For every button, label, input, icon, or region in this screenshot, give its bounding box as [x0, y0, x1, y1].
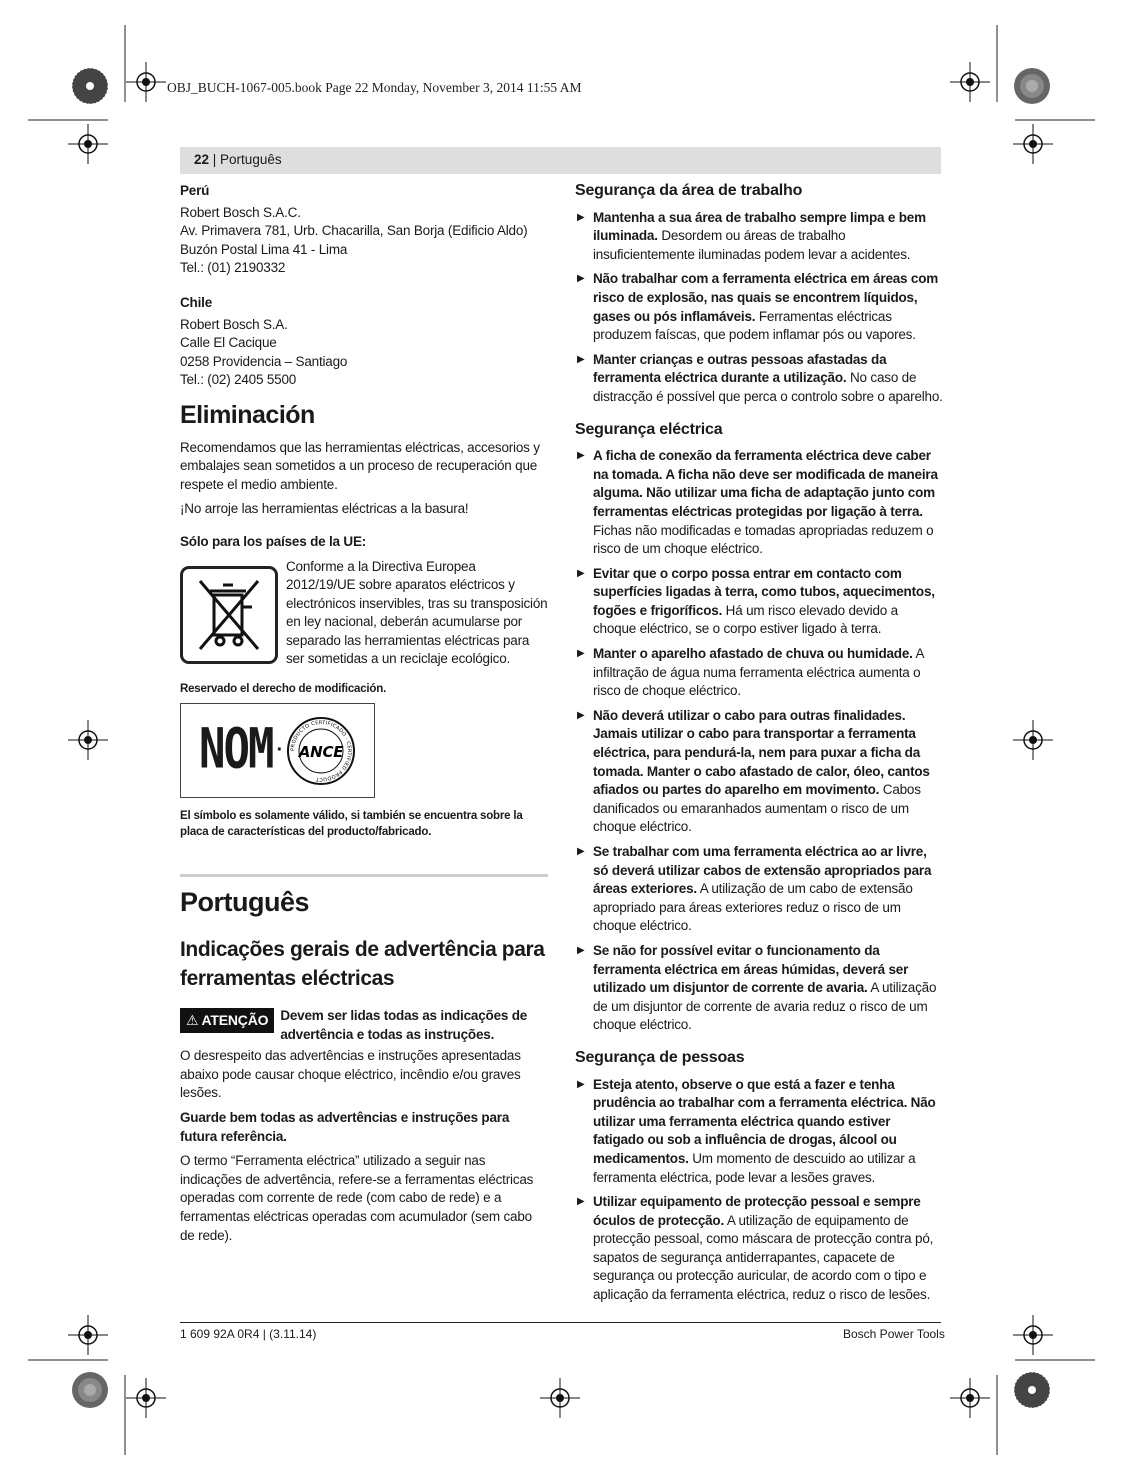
registration-target-icon: [126, 1378, 166, 1418]
nom-ance-logo: [180, 703, 375, 798]
portugues-paragraph: O desrespeito das advertências e instruções apresentadas abaixo pode causar choque eléctrico, incêndio e/ou graves lesões.: [180, 1048, 521, 1101]
country-name: Chile: [180, 294, 213, 310]
address-chile: [180, 294, 548, 390]
portugues-paragraph-bold: Guarde bem todas as advertências e instruções para futura referência.: [180, 1110, 510, 1144]
footer-rule: [180, 1322, 941, 1323]
weee-crossed-bin-icon: [180, 566, 278, 664]
address-peru: [180, 182, 548, 278]
weee-text: Conforme a la Directiva Europea 2012/19/UE sobre aparatos eléctricos y electrónicos inservibles, tras su transposición en ley nacional, deberán acumularse por separado las herramientas eléctricas para ser sometidas a un reciclaje ecológico.: [286, 558, 548, 667]
address-line: Av. Primavera 781, Urb. Chacarilla, San Borja (Edificio Aldo): [180, 223, 528, 239]
left-column: [180, 182, 548, 1251]
bullet-item: ▶ Manter crianças e outras pessoas afastadas da ferramenta eléctrica durante a utilização. No caso de distracção é possível que perca o controlo sobre o aparelho.: [575, 351, 943, 407]
print-info: OBJ_BUCH-1067-005.book Page 22 Monday, November 3, 2014 11:55 AM: [167, 80, 582, 95]
warning-text: Devem ser lidas todas as indicações de advertência e todas as instruções.: [280, 1008, 528, 1042]
bullet-item: ▶ Utilizar equipamento de protecção pessoal e sempre óculos de protecção. A utilização de equipamento de protecção pessoal, como máscara de protecção contra pó, sapatos de segurança antiderrapantes, capacete de segurança ou protecção auricular, de acordo com o tipo e aplicação da ferramenta eléctrica, reduz o risco de lesões.: [575, 1193, 943, 1305]
bullet-item: ▶ Manter o aparelho afastado de chuva ou humidade. A infiltração de água numa ferramenta eléctrica aumenta o risco de choque eléctrico.: [575, 645, 943, 701]
eu-heading: Sólo para los países de la UE:: [180, 533, 367, 549]
bullet-item: ▶ Se trabalhar com uma ferramenta eléctrica ao ar livre, só deverá utilizar cabos de extensão apropriados para áreas exteriores. A utilização de um cabo de extensão apropriado para áreas exteriores reduz o risco de um choque eléctrico.: [575, 843, 943, 936]
registration-target-icon: [68, 1315, 108, 1355]
header-language: Português: [220, 152, 282, 167]
star-target-icon: [70, 66, 110, 106]
logo-separator: ·: [276, 739, 283, 762]
svg-text:PRODUCTO CERTIFICADO · CERTIFI: PRODUCTO CERTIFICADO · CERTIFIED PRODUCT: [289, 719, 352, 782]
page-number: 22: [194, 152, 210, 167]
address-line: Robert Bosch S.A.C.: [180, 204, 301, 220]
bullet-item: ▶ Mantenha a sua área de trabalho sempre limpa e bem iluminada. Desordem ou áreas de trabalho insuficientemente iluminadas podem levar a acidentes.: [575, 209, 943, 265]
bullet-item: ▶ Esteja atento, observe o que está a fazer e tenha prudência ao trabalhar com a ferramenta eléctrica. Não utilizar uma ferramenta eléctrica quando estiver fatigado ou sob a influência de drogas, álcool ou medicamentos. Um momento de descuido ao utilizar a ferramenta eléctrica, pode levar a lesões graves.: [575, 1076, 943, 1188]
warning-badge-label: ATENÇÃO: [201, 1012, 269, 1029]
ance-seal-icon: [285, 715, 357, 787]
section-heading: Segurança de pessoas: [575, 1048, 745, 1066]
registration-target-icon: [68, 124, 108, 164]
ance-logo-text: ANCE: [298, 742, 344, 761]
page-header: 22 | Português: [194, 152, 282, 167]
registration-target-icon: [950, 1378, 990, 1418]
registration-target-icon: [950, 62, 990, 102]
registration-target-icon: [540, 1378, 580, 1418]
bullet-item: ▶ Não trabalhar com a ferramenta eléctrica em áreas com risco de explosão, nas quais se encontrem líquidos, gases ou pós inflamáveis. Ferramentas eléctricas produzem faíscas, que podem inflamar pós ou vapores.: [575, 270, 943, 344]
registration-target-icon: [1013, 720, 1053, 760]
address-line: Robert Bosch S.A.: [180, 316, 288, 332]
elimination-paragraph: ¡No arroje las herramientas eléctricas a la basura!: [180, 501, 469, 517]
registration-target-icon: [68, 720, 108, 760]
address-line: Calle El Cacique: [180, 335, 277, 351]
country-name: Perú: [180, 183, 210, 198]
section-heading: Segurança eléctrica: [575, 420, 723, 438]
portugues-subtitle: Indicações gerais de advertência para ferramentas eléctricas: [180, 938, 545, 991]
reserved-note: Reservado el derecho de modificación.: [180, 683, 387, 696]
elimination-title: Eliminación: [180, 400, 315, 429]
footer-document-code: 1 609 92A 0R4 | (3.11.14): [180, 1327, 317, 1341]
nom-logo: NOM: [199, 717, 273, 782]
portugues-title: Português: [180, 887, 310, 918]
bullet-item: ▶ Não deverá utilizar o cabo para outras finalidades. Jamais utilizar o cabo para transportar a ferramenta eléctrica, para pendurá-la, nem para puxar a ficha da tomada. Manter o cabo afastado de calor, óleo, cantos afiados ou partes do aparelho em movimento. Cabos danificados ou emaranhados aumentam o risco de um choque eléctrico.: [575, 707, 943, 837]
header-band: [180, 147, 941, 174]
section-heading: Segurança da área de trabalho: [575, 182, 803, 199]
warning-badge: ⚠ ATENÇÃO: [180, 1008, 274, 1033]
bullet-item: ▶ Se não for possível evitar o funcionamento da ferramenta eléctrica em áreas húmidas, deverá ser utilizado um disjuntor de corrente de avaria. A utilização de um disjuntor de corrente de avaria reduz o risco de um choque eléctrico.: [575, 942, 943, 1035]
registration-target-icon: [126, 62, 166, 102]
address-line: Buzón Postal Lima 41 - Lima: [180, 241, 348, 257]
portugues-paragraph: O termo “Ferramenta eléctrica” utilizado a seguir nas indicações de advertência, refere-se a ferramentas eléctricas operadas com corrente de rede (com cabo de rede) e a ferramentas eléctricas operadas com acumulador (sem cabo de rede).: [180, 1153, 534, 1243]
star-target-icon: [70, 1370, 110, 1410]
star-target-icon: [1012, 66, 1052, 106]
warning-row: [180, 1007, 548, 1044]
registration-target-icon: [1013, 124, 1053, 164]
star-target-icon: [1012, 1370, 1052, 1410]
weee-block: [180, 558, 548, 670]
symbol-note: El símbolo es solamente válido, si también se encuentra sobre la placa de características del producto/fabricado.: [180, 810, 523, 839]
section-divider: [180, 874, 548, 877]
address-line: Tel.: (02) 2405 5500: [180, 372, 297, 388]
address-line: 0258 Providencia – Santiago: [180, 353, 348, 369]
address-line: Tel.: (01) 2190332: [180, 260, 286, 276]
bullet-item: ▶ A ficha de conexão da ferramenta eléctrica deve caber na tomada. A ficha não deve ser modificada de maneira alguma. Não utilizar uma ficha de adaptação junto com ferramentas eléctricas protegidas por ligação à terra. Fichas não modificadas e tomadas apropriadas reduzem o risco de um choque eléctrico.: [575, 447, 943, 559]
elimination-paragraph: Recomendamos que las herramientas eléctricas, accesorios y embalajes sean sometidos a un proceso de recuperación que respete el medio ambiente.: [180, 439, 540, 492]
registration-target-icon: [1013, 1315, 1053, 1355]
right-column: [575, 182, 943, 1311]
footer-brand: Bosch Power Tools: [843, 1327, 945, 1341]
bullet-item: ▶ Evitar que o corpo possa entrar em contacto com superfícies ligadas à terra, como tubos, aquecimentos, fogões e frigoríficos. Há um risco elevado devido a choque eléctrico, se o corpo estiver ligado à terra.: [575, 565, 943, 639]
